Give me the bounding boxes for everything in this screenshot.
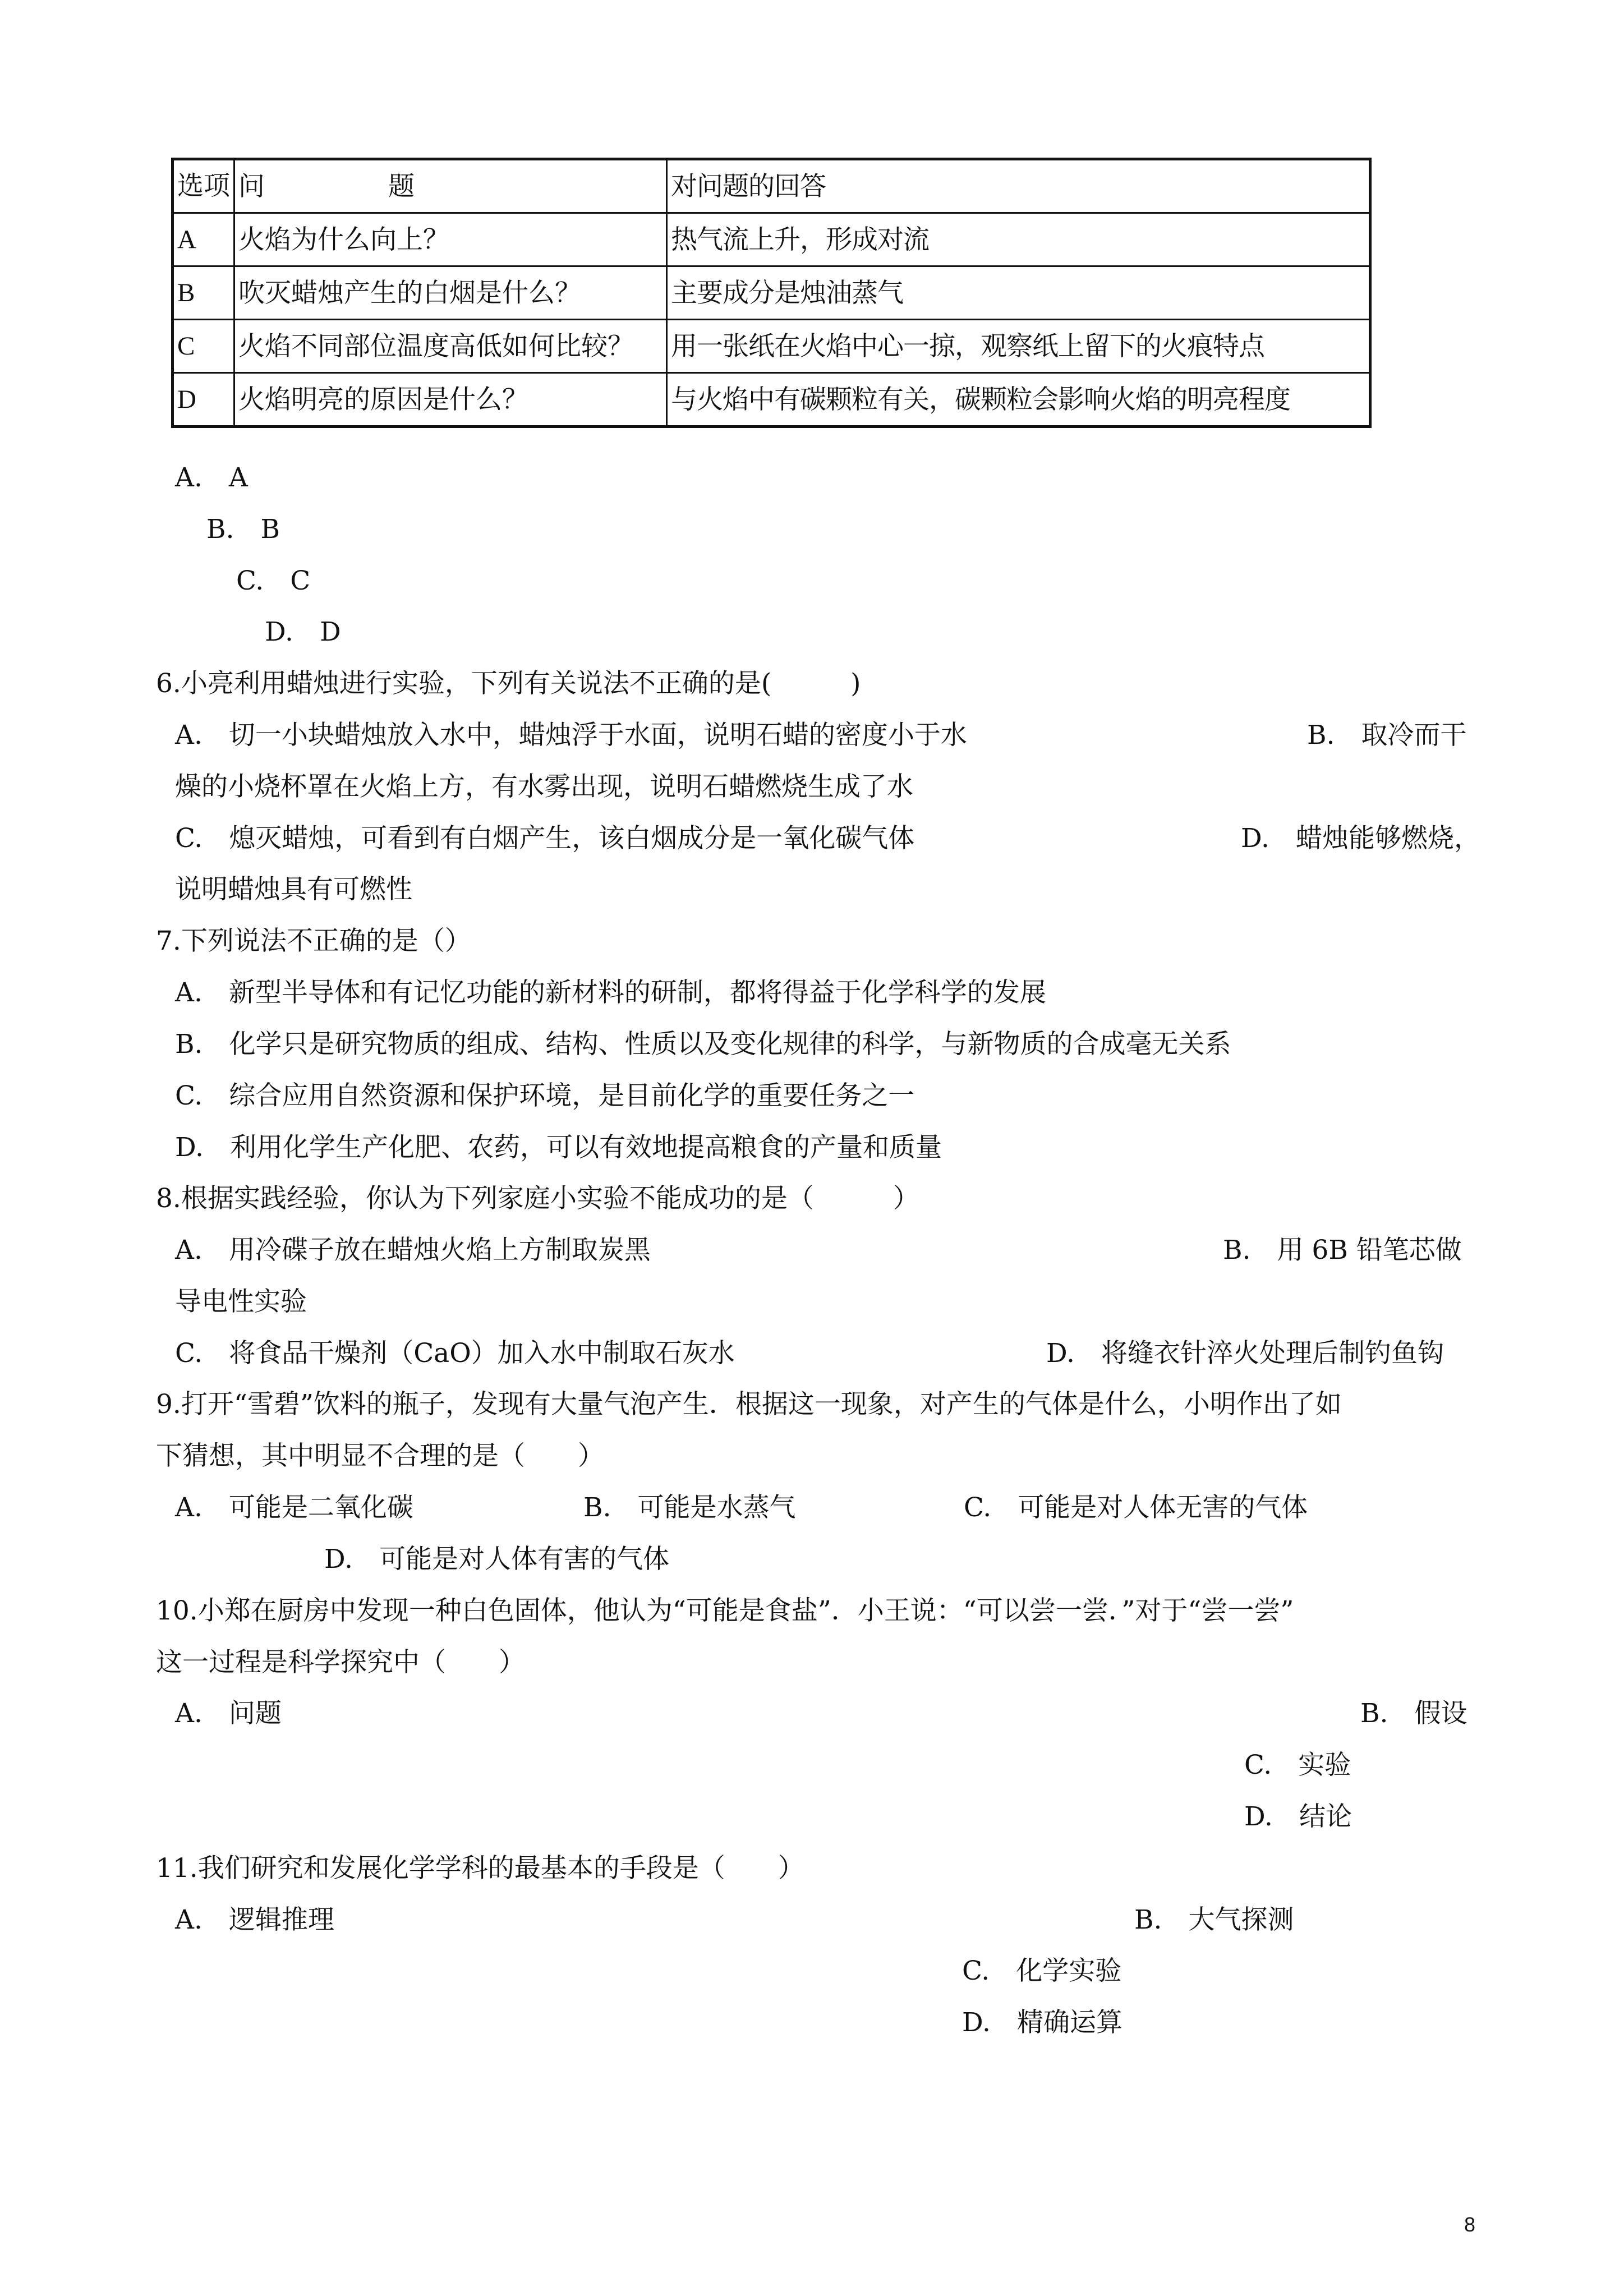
q9-stem: 9.打开“雪碧”饮料的瓶子，发现有大量气泡产生．根据这一现象，对产生的气体是什么，小明作出了如 xyxy=(156,1389,1342,1420)
header-question-part2: 题 xyxy=(388,171,415,202)
q10-stem: 10.小郑在厨房中发现一种白色固体，他认为“可能是食盐”．小王说：“可以尝一尝．”对于“尝一尝” xyxy=(156,1595,1294,1626)
q6-option-d-cont: 说明蜡烛具有可燃性 xyxy=(175,874,412,905)
q9-option-a: A. 可能是二氧化碳 xyxy=(175,1492,413,1523)
q8-option-a: A. 用冷碟子放在蜡烛火焰上方制取炭黑 xyxy=(175,1235,651,1266)
q8-option-b: B. 用 6B 铅笔芯做 xyxy=(1223,1235,1462,1266)
row-answer: 与火焰中有碳颗粒有关，碳颗粒会影响火焰的明亮程度 xyxy=(667,373,1370,427)
q9-stem-cont: 下猜想，其中明显不合理的是（ ） xyxy=(156,1441,604,1471)
q5-option-b: B. B xyxy=(206,514,280,545)
page-number: 8 xyxy=(1464,2213,1476,2236)
header-answer: 对问题的回答 xyxy=(667,159,1370,213)
table-row xyxy=(173,373,1370,427)
q5-option-c: C. C xyxy=(236,565,311,596)
q5-option-a: A. A xyxy=(175,462,248,493)
row-option: D xyxy=(173,373,234,427)
header-question-part1: 问 xyxy=(238,171,265,202)
q11-option-d: D. 精确运算 xyxy=(962,2007,1122,2038)
row-answer: 用一张纸在火焰中心一掠，观察纸上留下的火痕特点 xyxy=(667,320,1370,373)
row-option: A xyxy=(173,213,234,266)
q5-option-d: D. D xyxy=(265,616,341,647)
q7-option-c: C. 综合应用自然资源和保护环境，是目前化学的重要任务之一 xyxy=(175,1080,915,1111)
q9-option-d: D. 可能是对人体有害的气体 xyxy=(324,1544,669,1575)
question-answer-table xyxy=(171,158,1372,428)
q7-option-d: D. 利用化学生产化肥、农药，可以有效地提高粮食的产量和质量 xyxy=(175,1132,942,1163)
row-question: 火焰为什么向上？ xyxy=(234,213,667,266)
table-row xyxy=(173,266,1370,320)
q8-stem: 8.根据实践经验，你认为下列家庭小实验不能成功的是（ ） xyxy=(156,1183,919,1214)
row-question: 火焰不同部位温度高低如何比较？ xyxy=(234,320,667,373)
q6-stem: 6.小亮利用蜡烛进行实验，下列有关说法不正确的是( ) xyxy=(156,668,861,699)
row-option: C xyxy=(173,320,234,373)
q11-option-a: A. 逻辑推理 xyxy=(175,1904,334,1935)
q7-option-b: B. 化学只是研究物质的组成、结构、性质以及变化规律的科学，与新物质的合成毫无关系 xyxy=(175,1029,1231,1060)
table-header-row xyxy=(173,159,1370,213)
q11-option-c: C. 化学实验 xyxy=(962,1955,1122,1986)
q8-option-d: D. 将缝衣针淬火处理后制钓鱼钩 xyxy=(1046,1338,1444,1369)
q7-stem: 7.下列说法不正确的是（） xyxy=(156,926,471,956)
q6-option-d: D. 蜡烛能够燃烧， xyxy=(1241,823,1480,854)
q10-stem-cont: 这一过程是科学探究中（ ） xyxy=(156,1647,525,1678)
q6-option-b: B. 取冷而干 xyxy=(1307,720,1467,751)
table-row xyxy=(173,320,1370,373)
q10-option-a: A. 问题 xyxy=(175,1698,282,1729)
row-question: 火焰明亮的原因是什么？ xyxy=(234,373,667,427)
q11-option-b: B. 大气探测 xyxy=(1134,1904,1294,1935)
q10-option-b: B. 假设 xyxy=(1360,1698,1467,1729)
q8-option-b-cont: 导电性实验 xyxy=(175,1286,307,1317)
q9-option-b: B. 可能是水蒸气 xyxy=(583,1492,796,1523)
header-question xyxy=(234,159,667,213)
q10-option-d: D. 结论 xyxy=(1244,1801,1352,1832)
row-answer: 热气流上升，形成对流 xyxy=(667,213,1370,266)
q11-stem: 11.我们研究和发展化学学科的最基本的手段是（ ） xyxy=(156,1853,804,1884)
q7-option-a: A. 新型半导体和有记忆功能的新材料的研制，都将得益于化学科学的发展 xyxy=(175,977,1046,1008)
q9-option-c: C. 可能是对人体无害的气体 xyxy=(964,1492,1308,1523)
q10-option-c: C. 实验 xyxy=(1244,1750,1351,1780)
q8-option-c: C. 将食品干燥剂（CaO）加入水中制取石灰水 xyxy=(175,1338,735,1369)
table-row xyxy=(173,213,1370,266)
q6-option-b-cont: 燥的小烧杯罩在火焰上方，有水雾出现，说明石蜡燃烧生成了水 xyxy=(175,771,913,802)
row-answer: 主要成分是烛油蒸气 xyxy=(667,266,1370,320)
q6-option-c: C. 熄灭蜡烛，可看到有白烟产生，该白烟成分是一氧化碳气体 xyxy=(175,823,915,854)
q6-option-a: A. 切一小块蜡烛放入水中，蜡烛浮于水面，说明石蜡的密度小于水 xyxy=(175,720,967,751)
row-option: B xyxy=(173,266,234,320)
header-option: 选项 xyxy=(173,159,234,213)
row-question: 吹灭蜡烛产生的白烟是什么？ xyxy=(234,266,667,320)
